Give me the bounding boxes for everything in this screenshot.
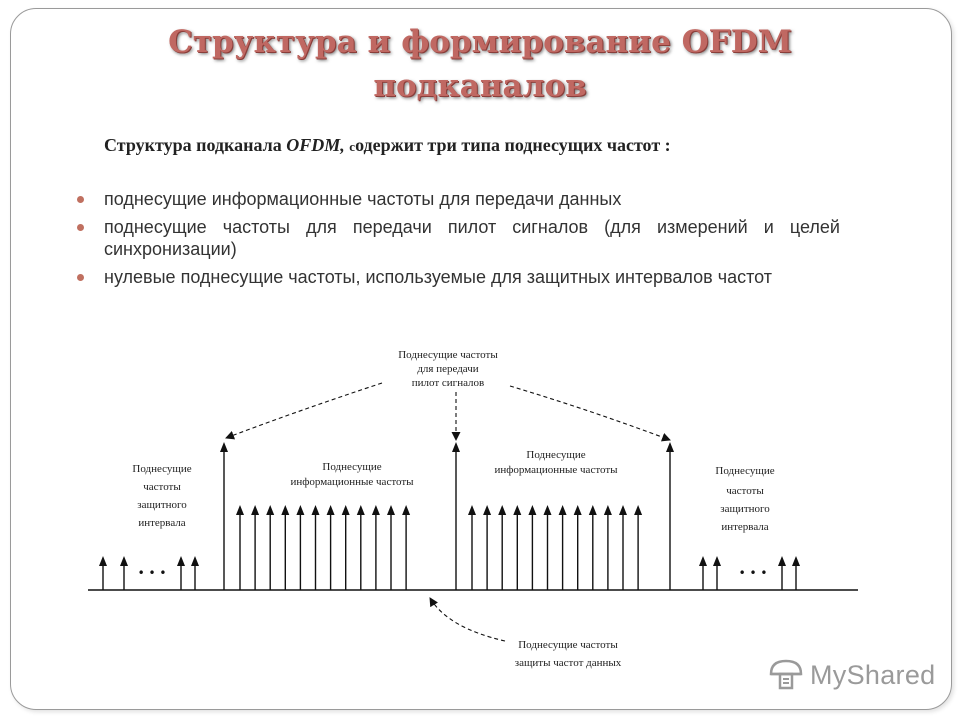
info-subcarrier-left-head [327,505,335,515]
ellipsis-right [739,566,768,580]
mushroom-icon [768,657,804,693]
guard-left-label-line-2: частоты [143,481,181,493]
guard-right-label-line-1: Поднесущие [715,465,775,477]
guard-subcarrier-right-head [699,556,707,566]
info-left-label [290,461,414,488]
info-subcarrier-left-head [236,505,244,515]
dc-label-line-1: Поднесущие частоты [518,639,618,651]
guard-subcarrier-right-head [713,556,721,566]
guard-subcarrier-right-head [792,556,800,566]
info-subcarrier-right-head [468,505,476,515]
dc-label-line-2: защиты частот данных [514,657,622,669]
info-subcarrier-left-head [296,505,304,515]
pilot-label-line-2: для передачи [417,363,479,375]
info-left-label-line-2: информационные частоты [290,476,414,488]
guard-subcarrier-left-head [99,556,107,566]
ellipsis-left [138,566,167,580]
dc-pointer-arrow [430,598,505,641]
pilot-subcarrier-head [666,442,674,452]
bullet-text: поднесущие информационные частоты для передачи данных [104,189,622,209]
info-subcarrier-right-head [559,505,567,515]
info-right-label-line-2: информационные частоты [494,464,618,476]
bullet-text: нулевые поднесущие частоты, используемые для защитных интервалов частот [104,267,772,287]
info-subcarrier-left-head [372,505,380,515]
pilot-label-line-1: Поднесущие частоты [398,349,498,361]
intro-ofdm: OFDM, [286,135,350,155]
info-left-label-line-1: Поднесущие [322,461,382,473]
guard-right-label [715,465,774,533]
info-right-label-line-1: Поднесущие [526,449,586,461]
guard-subcarrier-left-head [177,556,185,566]
guard-right-label-line-2: частоты [726,485,764,497]
guard-left-label-line-4: интервала [138,517,186,529]
dc-label [515,639,622,669]
info-right-label [494,449,618,476]
pilot-pointer-right-arrow [510,386,670,440]
ellipsis-right-text: • • • [738,566,768,580]
info-subcarrier-left-head [357,505,365,515]
info-subcarrier-right-head [619,505,627,515]
pilot-subcarrier-head [220,442,228,452]
info-subcarrier-left-head [266,505,274,515]
intro-text-1: Структура подканала [104,135,287,155]
info-subcarrier-right-head [544,505,552,515]
info-subcarrier-left-head [312,505,320,515]
info-subcarrier-left-head [251,505,259,515]
guard-subcarrier-left-head [120,556,128,566]
pilot-subcarrier-head [452,442,460,452]
guard-right-label-line-3: защитного [720,503,770,515]
guard-left-label [132,463,191,529]
title-line-1: Структура и формирование OFDM [168,24,792,60]
title-line-2: подканалов [373,68,587,104]
guard-left-label-line-3: защитного [137,499,187,511]
info-subcarrier-right-head [498,505,506,515]
myshared-logo [768,656,935,694]
guard-right-label-line-4: интервала [721,521,769,533]
intro-text-2: одержит три типа поднесущих частот : [355,135,671,155]
pilot-label-line-3: пилот сигналов [411,377,485,389]
guard-subcarrier-left-head [191,556,199,566]
ellipsis-left-text: • • • [137,566,167,580]
intro-small-c: с [349,139,356,154]
guard-left-label-line-1: Поднесущие [132,463,192,475]
info-subcarrier-right-head [528,505,536,515]
info-subcarrier-left-head [402,505,410,515]
bullet-text: поднесущие частоты для передачи пилот сигналов (для измерений и целей синхронизации) [104,217,840,259]
guard-subcarrier-right-head [778,556,786,566]
info-subcarrier-left-head [387,505,395,515]
info-subcarrier-right-head [574,505,582,515]
subcarrier-arrows [99,442,800,590]
info-subcarrier-right-head [589,505,597,515]
info-subcarrier-right-head [634,505,642,515]
info-subcarrier-right-head [483,505,491,515]
pilot-pointer-left-arrow [226,383,382,438]
logo-text: MyShared [810,659,936,690]
info-subcarrier-left-head [281,505,289,515]
info-subcarrier-left-head [342,505,350,515]
info-subcarrier-right-head [604,505,612,515]
info-subcarrier-right-head [513,505,521,515]
pilot-label [398,349,498,389]
